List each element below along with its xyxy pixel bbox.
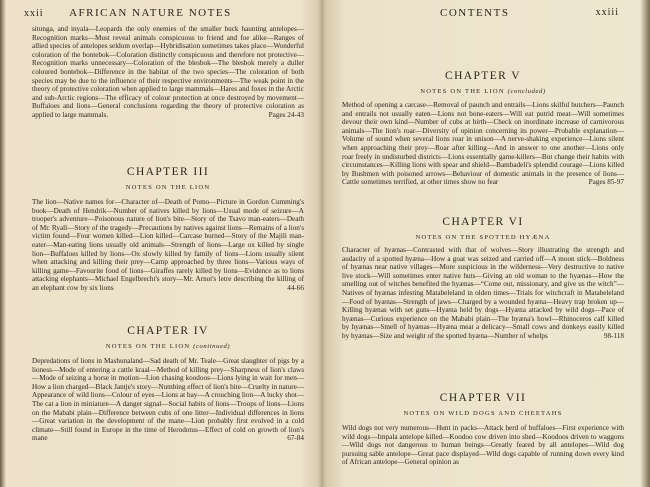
chapter6-synopsis: Character of hyænas—Contrasted with that of wolves—Story illustrating the strength and audacity of a spotted hyæna—How a goat was seized and carried off—A moon stick—Boldness of hyænas near native villages—More suspicious in the wilderness—Very destructive to native live stock—Will sometimes enter native huts—Giving an old woman to the hyænas—How the smelling out of witches benefited the hyænas—“Come out, missionary, and give us the witch”—Natives of hyænas infesting Matabeleland in olden times—Trials for witchcraft in Matabeleland—Food of hyænas—Strength of jaws—Charged by a wounded hyæna—Heavy trap broken up—Killing hyænas with set guns—Hyæna held by dogs—Hyæna attacked by wild dogs—Pace of hyænas—Curious experience on the Mababi plain—The hyæna's howl—Rhinoceros calf killed by hyænas—Smell of hyænas—Hyæna meat a delicacy—Small cows and donkeys easily killed by hyænas—Size and weight of the spotted hyæna—Number of whelps 98-118 <box>342 246 624 340</box>
chapter6-heading: CHAPTER VI <box>442 216 524 228</box>
chapter3-heading: CHAPTER III <box>126 166 210 178</box>
chapter5-subtitle: NOTES ON THE LION (concluded) <box>420 88 546 95</box>
chapter5-synopsis: Method of opening a carcase—Removal of paunch and entrails—Lions skilful butchers—Paunch and entrails not usually eaten—Lions not bone-eaters—Will eat putrid meat—Will sometimes devour their own kind—Number of cubs at birth—Check on inordinate increase of carnivorous animals—The lion's roar—Diversity of opinion concerning its power—Probable explanation—Volume of sound when several lions roar in unison—A nerve-shaking experience—Lions silent when approaching their prey—Roar after killing—And in answer to one another—Lions only roar freely in undisturbed districts—Lions essentially game-killers—But change their habits with circumstances—Killing lions with spear and shield—Bambadeli's splendid courage—Lions killed by Bushmen with poisoned arrows—Behaviour of domestic animals in the presence of lions—Cattle sometimes terrified, at other times show no fear Pages 85-97 <box>342 101 624 187</box>
page-range: 67-84 <box>287 434 304 443</box>
chapter7-synopsis: Wild dogs not very numerous—Hunt in packs—Attack herd of buffaloes—First experience with wild dogs—Impala antelope killed—Koodoo cow driven into shed—Koodoos driven to waggons—Wild dogs not dangerous to human beings—Greatly feared by all antelopes—Wild dog pursuing sable antelope—Great pace displayed—Wild dogs capable of running down every kind of African antelope—General opinion as <box>342 424 624 467</box>
running-title-right: CONTENTS <box>440 7 510 19</box>
chapter7-subtitle: NOTES ON WILD DOGS AND CHEETAHS <box>403 410 563 417</box>
page-range: Pages 24-43 <box>268 110 304 119</box>
chapter3-subtitle: NOTES ON THE LION <box>125 184 211 191</box>
chapter3-synopsis: The lion—Native names for—Character of—Death of Pomo—Picture in Gordon Cumming's book—Death of Hendrik—Number of natives killed by lions—Usual mode of seizure—A trooper's adventure—Poisonous nature of lion's bite—Story of the Tsavo man-eaters—Death of Mr. Ryall—Story of the tragedy—Precautions by natives against lions—Remains of a lion's victim found—Four women killed—Lion killed—Carcase burned—Story of the Majili man-eater—Man-eating lions usually old animals—Strength of lions—Large ox killed by single lion—Buffaloes killed by lions—Ox slowly killed by family of lions—Lions usually silent when attacking and killing their prey—Camp approached by three lions—Various ways of killing game—Favourite food of lions—Giraffes rarely killed by lions—Evidence as to lions attacking elephants—Michael Engelbrecht's story—Mr. Arnot's letre describing the killing of an elephant cow by six lions 44-66 <box>32 198 304 292</box>
chapter6-subtitle: NOTES ON THE SPOTTED HYÆNA <box>415 234 551 241</box>
right-page <box>332 0 637 487</box>
page-range: Pages 85-97 <box>588 178 624 187</box>
page-number-right: xxiii <box>595 7 619 18</box>
page-number-left: xxii <box>24 8 44 19</box>
chapter4-synopsis: Depredations of lions in Mashunaland—Sad death of Mr. Teale—Great slaughter of pigs by a lioness—Mode of entering a cattle kraal—Method of killing prey—Sharpness of lion's claws—Mode of seizing a horse in motion—Lion chasing koodoos—Lions lying in wait for men—How a lion charged—Black Jantje's story—Numbing effect of lion's bite—Cruelty in nature—Appearance of wild lions—Colour of eyes—Lions at bay—A crouching lion—A lucky shot—The cat a lion in miniature—A danger signal—Social habits of lions—Troops of lions—Lions on the Mababi plain—Difference between cubs of one litter—Individual differences in lions—Great variation in the development of the mane—Lion probably first evolved in a cold climate—Still found in Europe in the time of Herodotus—Effect of cold on growth of lion's mane 67-84 <box>32 357 304 443</box>
chapter2-synopsis-end: situnga, and inyala—Leopards the only enemies of the smaller buck haunting antelopes—Recognition marks—Must reveal animals conspicuous to friend and foe alike—Ranges of allied species of antelopes seldom overlap—Hybridisation sometimes takes place—Wonderful coloration of the bontebok—Coloration distinctly conspicuous and therefore not protective—Recognition marks unnecessary—Coloration of the blesbok—The blesbok merely a duller coloured bontebok—Difference in the habitat of the two species—The coloration of both species may be due to the influence of their respective environments—The weak point in the theory of protective coloration when applied to large mammals—Hares and foxes in the Arctic and sub-Arctic regions—The efficacy of colour protection at once destroyed by movement—Buffaloes and lions—General conclusions regarding the theory of protective coloration as applied to large mammals. Pages 24-43 <box>32 25 304 119</box>
running-title-left: AFRICAN NATURE NOTES <box>69 7 232 19</box>
chapter7-heading: CHAPTER VII <box>439 392 527 404</box>
running-head-left <box>24 7 232 19</box>
page-range: 98-118 <box>603 331 624 340</box>
chapter5-heading: CHAPTER V <box>445 70 521 82</box>
left-page <box>10 0 310 487</box>
chapter4-heading: CHAPTER IV <box>127 325 209 337</box>
page-range: 44-66 <box>287 283 304 292</box>
chapter4-subtitle: NOTES ON THE LION (continued) <box>105 343 231 350</box>
